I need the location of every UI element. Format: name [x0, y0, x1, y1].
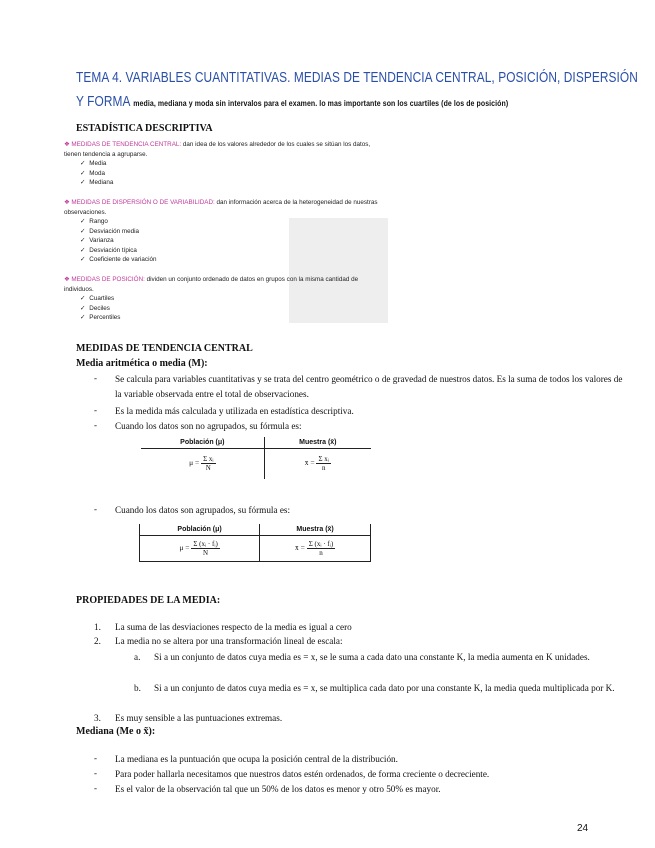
- media-bullet-2: Es la medida más calculada y utilizada en estadística descriptiva.: [115, 406, 354, 416]
- dash-bullet: -: [94, 768, 97, 778]
- formula-cell: [141, 449, 264, 479]
- propiedad-2b: Si a un conjunto de datos cuya media es = x, se multiplica cada dato por una constante K, la media queda multiplicada por K.: [154, 683, 615, 693]
- denominator: N: [205, 464, 211, 473]
- list-number: 1.: [94, 622, 101, 632]
- posicion-label: MEDIDAS DE POSICIÓN:: [71, 276, 145, 283]
- list-item: ✓ Mediana: [80, 178, 384, 188]
- title-main: TEMA 4. VARIABLES CUANTITATIVAS. MEDIAS DE TENDENCIA CENTRAL, POSICIÓN, DISPERSIÓN Y FORMA: [76, 70, 638, 110]
- formula-cell: [140, 536, 260, 562]
- heading-estadistica: ESTADÍSTICA DESCRIPTIVA: [76, 123, 213, 134]
- list-item: ✓ Varianza: [80, 236, 389, 246]
- fraction: [316, 455, 330, 472]
- table-header: Muestra (x̄): [264, 437, 371, 449]
- numerator: Σ (xᵢ · fᵢ): [193, 540, 218, 548]
- dash-bullet: -: [94, 405, 97, 415]
- list-number: 2.: [94, 636, 101, 646]
- list-letter: a.: [134, 652, 141, 662]
- diamond-icon: ❖: [64, 141, 72, 148]
- list-item: ✓ Moda: [80, 169, 384, 179]
- list-item: ✓ Coeficiente de variación: [80, 255, 389, 265]
- mediana-bullet-2: Para poder hallarla necesitamos que nuestros datos estén ordenados, de forma creciente o decreciente.: [115, 769, 490, 779]
- list-item: ✓ Percentiles: [80, 313, 369, 323]
- denominator: N: [203, 549, 209, 557]
- formula-lhs: μ =: [179, 543, 190, 553]
- list-item: ✓ Rango: [80, 217, 389, 227]
- fraction: [191, 540, 219, 557]
- formula-cell: [260, 536, 371, 562]
- diamond-icon: ❖: [64, 276, 72, 283]
- dash-bullet: -: [94, 753, 97, 763]
- numerator: Σ xᵢ: [318, 455, 329, 464]
- page-number: 24: [577, 823, 589, 834]
- tendencia-block: [64, 140, 384, 188]
- mediana-bullet-3: Es el valor de la observación tal que un 50% de los datos es menor y otro 50% es mayor.: [115, 784, 441, 794]
- dispersion-label: MEDIDAS DE DISPERSIÓN O DE VARIABILIDAD:: [71, 199, 215, 206]
- table-header: Muestra (x̄): [260, 524, 371, 536]
- dash-bullet: -: [94, 373, 97, 383]
- propiedad-1: La suma de las desviaciones respecto de la media es igual a cero: [115, 622, 352, 632]
- dispersion-desc: dan información acerca de la heterogeneidad de nuestras observaciones.: [64, 199, 378, 216]
- title-note: media, mediana y moda sin intervalos para el examen. lo mas importante son los cuartiles (de los de posición): [133, 98, 509, 108]
- posicion-block: [64, 275, 369, 323]
- propiedad-2a: Si a un conjunto de datos cuya media es = x, se le suma a cada dato una constante K, la media aumenta en K unidades.: [154, 652, 590, 662]
- media-bullet-3: Cuando los datos son no agrupados, su fórmula es:: [115, 421, 302, 431]
- propiedad-3: Es muy sensible a las puntuaciones extremas.: [115, 713, 283, 723]
- formula-lhs: x̄ =: [304, 458, 315, 468]
- denominator: n: [321, 464, 326, 473]
- numerator: Σ xᵢ: [203, 455, 214, 464]
- formula-table-ungrouped: [141, 437, 371, 479]
- list-item: ✓ Deciles: [80, 304, 369, 314]
- media-bullet-grouped: Cuando los datos son agrupados, su fórmula es:: [115, 505, 291, 515]
- dash-bullet: -: [94, 504, 97, 514]
- formula-lhs: μ =: [189, 458, 200, 468]
- dash-bullet: -: [94, 783, 97, 793]
- list-number: 3.: [94, 713, 101, 723]
- table-header: Población (μ): [140, 524, 260, 536]
- formula-lhs: x̄ =: [294, 543, 305, 553]
- heading-mediana: Mediana (Me o x̃):: [76, 726, 156, 737]
- list-item: ✓ Desviación típica: [80, 246, 389, 256]
- heading-propiedades: PROPIEDADES DE LA MEDIA:: [76, 595, 221, 606]
- formula-table-grouped: [139, 524, 371, 562]
- mediana-bullet-1: La mediana es la puntuación que ocupa la posición central de la distribución.: [115, 754, 398, 764]
- table-header: Población (μ): [141, 437, 264, 449]
- list-item: ✓ Media: [80, 159, 384, 169]
- propiedad-2: La media no se altera por una transformación lineal de escala:: [115, 636, 343, 646]
- posicion-desc: dividen un conjunto ordenado de datos en grupos con la misma cantidad de individuos.: [64, 276, 359, 293]
- page-title: [76, 66, 642, 115]
- fraction: [201, 455, 215, 472]
- dash-bullet: -: [94, 420, 97, 430]
- tendencia-desc: dan idea de los valores alrededor de los cuales se sitúan los datos, tienen tendencia a agruparse.: [64, 141, 371, 158]
- heading-medidas: MEDIDAS DE TENDENCIA CENTRAL: [76, 343, 253, 354]
- subheading-media: Media aritmética o media (M):: [76, 358, 208, 369]
- tendencia-label: MEDIDAS DE TENDENCIA CENTRAL:: [71, 141, 182, 148]
- diamond-icon: ❖: [64, 199, 72, 206]
- formula-cell: [264, 449, 371, 479]
- numerator: Σ (xᵢ · fᵢ): [308, 540, 334, 548]
- list-item: ✓ Desviación media: [80, 227, 389, 237]
- media-bullet-1: Se calcula para variables cuantitativas y se trata del centro geométrico o de gravedad de nuestros datos. Es la suma de todos los valores de la variable observada entre el total de observaciones.: [115, 374, 623, 399]
- fraction: [307, 540, 335, 557]
- list-letter: b.: [134, 683, 141, 693]
- list-item: ✓ Cuartiles: [80, 294, 369, 304]
- denominator: n: [319, 549, 323, 557]
